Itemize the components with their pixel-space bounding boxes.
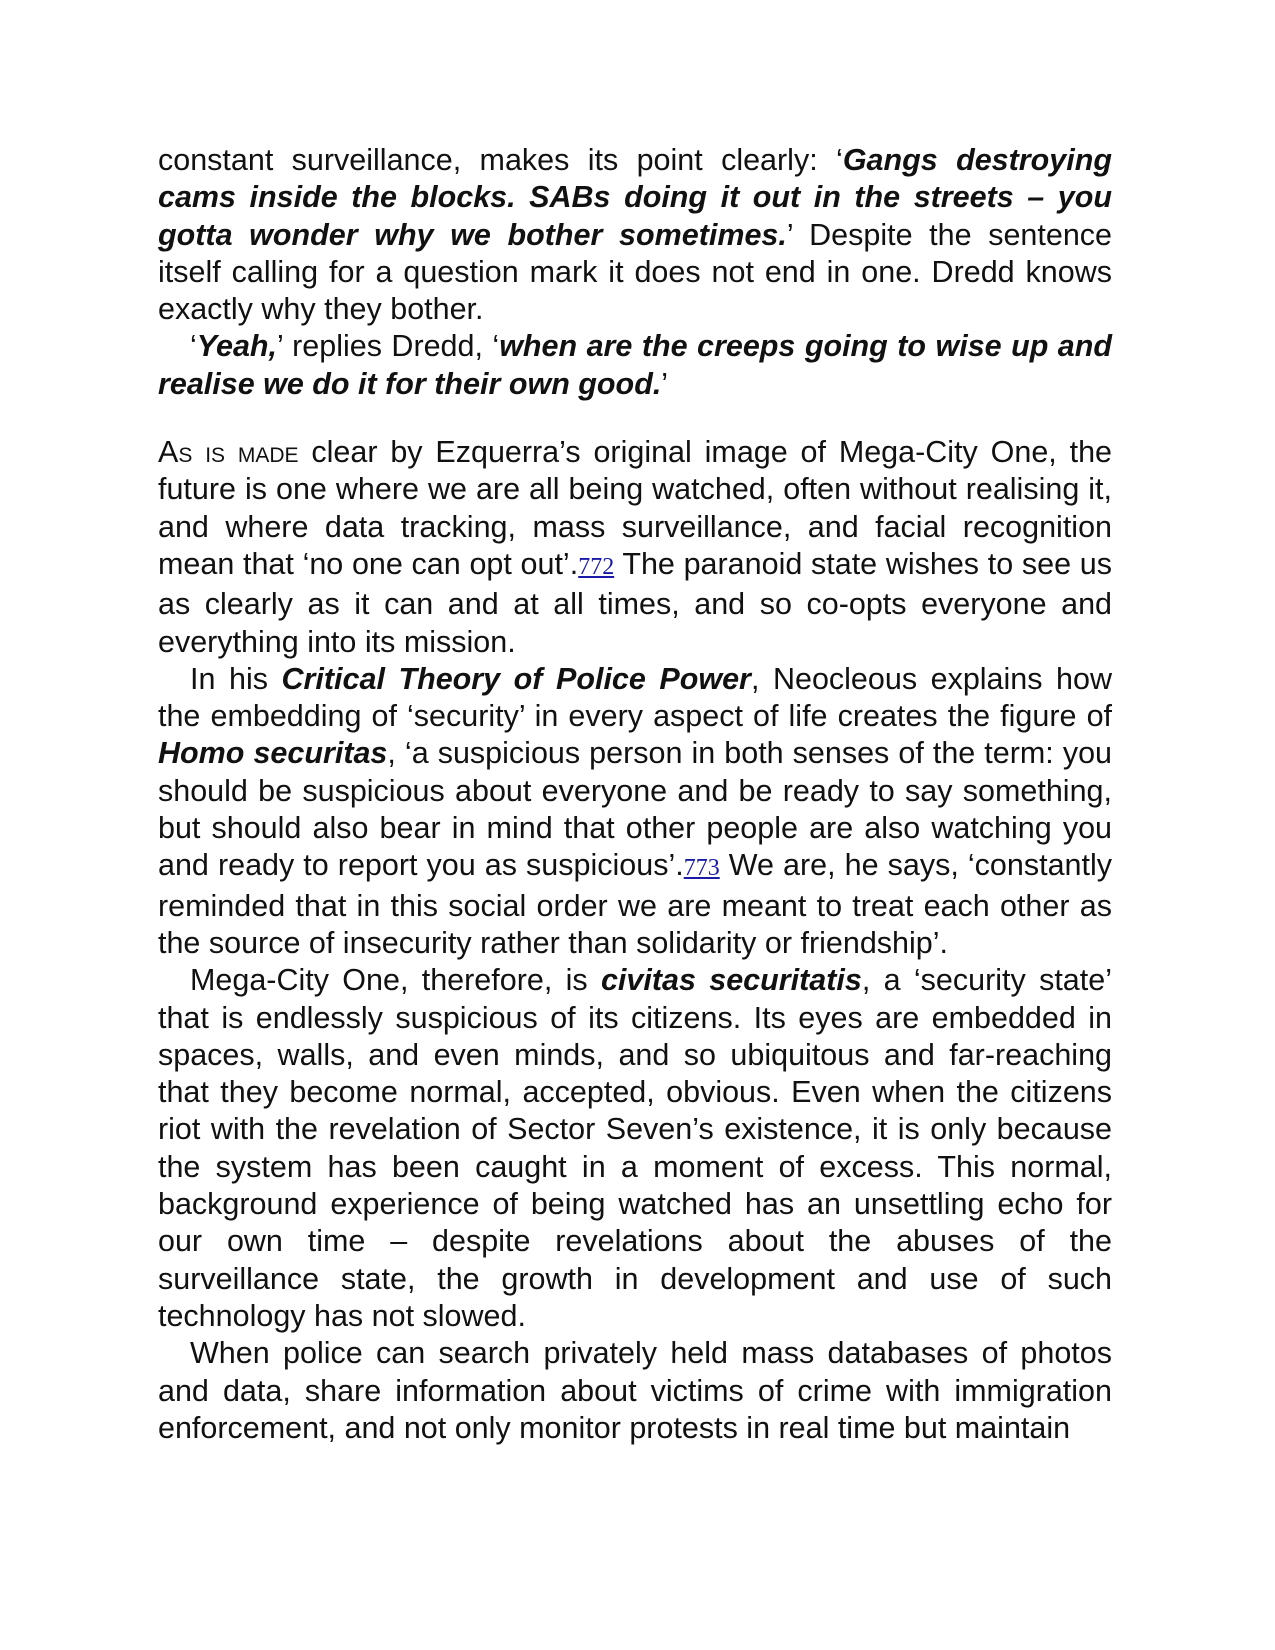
small-caps-lead: As is made (158, 435, 299, 470)
paragraph-1 (158, 142, 1112, 328)
term-emphasis: Homo securitas (158, 736, 388, 771)
text: clear by Ezquerra’s original image of Mega-City One, the future is one where we are all being watched, often without realising it, and where data tracking, mass surveillance, and facial recognition mean that ‘no one can opt out’. (158, 435, 1112, 581)
text: , Neocleous explains how the embedding of ‘security’ in every aspect of life creates the figure of (158, 661, 1113, 734)
text: ’ replies Dredd, ‘ (277, 329, 500, 364)
footnote-link-773[interactable]: 773 (683, 855, 720, 882)
paragraph-4 (158, 661, 1112, 962)
term-emphasis: civitas securitatis (600, 963, 862, 998)
book-title: Critical Theory of Police Power (281, 661, 751, 696)
quote-emphasis: when are the creeps going to wise up and realise we do it for their own good. (158, 329, 1112, 401)
paragraph-6 (158, 1335, 1112, 1447)
text: ’ (661, 366, 669, 401)
text: In his (190, 661, 282, 696)
paragraph-5 (158, 962, 1112, 1335)
text: , a ‘security state’ that is endlessly suspicious of its citizens. Its eyes are embedded in spaces, walls, and even minds, and so ubiquitous and far-reaching that they become normal, accepted, obvious. Even when the citizens riot with the revelation of Sector Seven’s existence, it is only because the system has been caught in a moment of excess. This normal, background experience of being watched has an unsettling echo for our own time – despite revelations about the abuses of the surveillance state, the growth in development and use of such technology has not slowed. (158, 963, 1112, 1333)
text: ’ Despite the sentence itself calling for a question mark it does not end in one. Dredd knows exactly why they bother. (158, 217, 1112, 327)
text: ‘ (190, 329, 197, 364)
footnote-link-772[interactable]: 772 (578, 553, 615, 580)
text: constant surveillance, makes its point clearly: ‘ (158, 143, 843, 177)
document-page (158, 142, 1112, 1447)
text: The paranoid state wishes to see us as clearly as it can and at all times, and so co-opts everyone and everything into its mission. (158, 546, 1112, 659)
quote-emphasis: Gangs destroying cams inside the blocks. SABs doing it out in the streets – you gotta wonder why we bother sometimes. (158, 143, 1112, 252)
text: We are, he says, ‘constantly reminded that in this social order we are meant to treat each other as the source of insecurity rather than solidarity or friendship’. (158, 848, 1112, 960)
paragraph-2 (158, 328, 1112, 403)
text: When police can search privately held mass databases of photos and data, share information about victims of crime with immigration enforcement, and not only monitor protests in real time but maintain (158, 1336, 1112, 1445)
paragraph-3 (158, 434, 1112, 661)
quote-emphasis: Yeah, (196, 329, 278, 364)
text: , ‘a suspicious person in both senses of the term: you should be suspicious about everyone and be ready to say something, but should also bear in mind that other people are also watching you and ready to report you as suspicious’. (158, 736, 1112, 883)
text: Mega-City One, therefore, is (190, 963, 601, 998)
